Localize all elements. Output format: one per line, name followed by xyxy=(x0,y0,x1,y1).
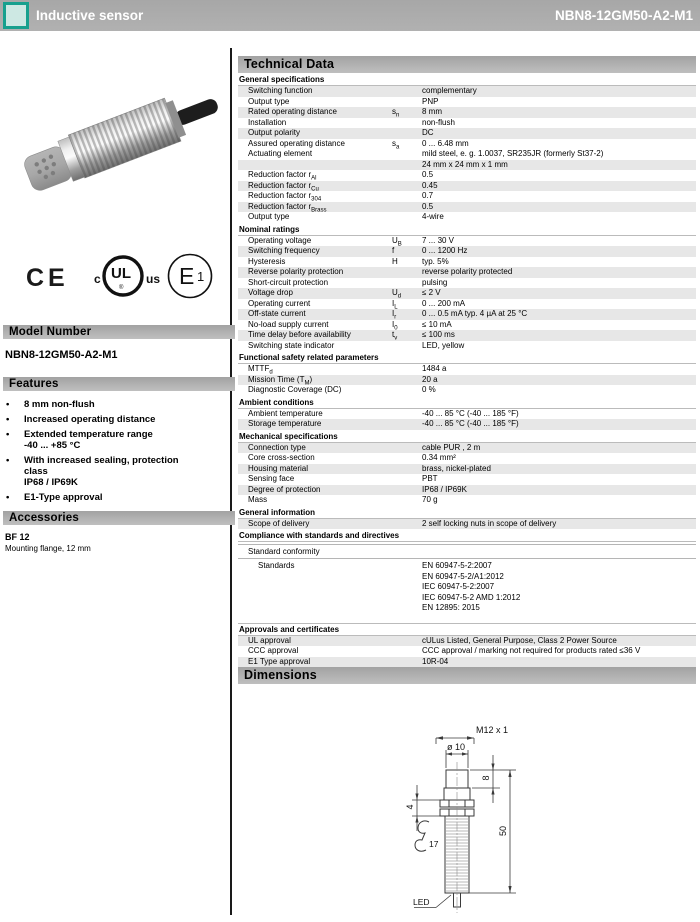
spec-value-line: typ. 5% xyxy=(422,256,449,266)
feature-item xyxy=(6,492,226,503)
feature-item xyxy=(6,414,226,425)
spec-symbol xyxy=(392,464,422,475)
dimensions-section xyxy=(238,667,696,922)
spec-symbol xyxy=(392,375,422,386)
spec-label: Output polarity xyxy=(248,128,301,137)
spec-value-line: pulsing xyxy=(422,277,448,287)
spec-section-header: Nominal ratings xyxy=(238,224,696,236)
spec-value-line: 0.7 xyxy=(422,191,434,200)
feature-line: Increased operating distance xyxy=(24,414,156,425)
bullet-icon: • xyxy=(6,455,10,466)
spec-symbol xyxy=(392,657,422,668)
spec-row xyxy=(238,495,696,506)
spec-value xyxy=(422,495,696,506)
spec-value-line: 7 ... 30 V xyxy=(422,235,455,245)
spec-value-line: PBT xyxy=(422,474,438,483)
spec-value-line: 0 % xyxy=(422,385,436,394)
diameter-label: ø 10 xyxy=(447,742,466,752)
spec-symbol xyxy=(392,202,422,213)
spec-label: Switching function xyxy=(248,86,313,95)
spec-symbol xyxy=(392,212,422,223)
spec-value xyxy=(422,107,696,118)
spec-symbol xyxy=(392,419,422,430)
spec-symbol xyxy=(392,561,422,614)
spec-symbol: $I_r$ xyxy=(392,309,397,321)
spec-label: Sensing face xyxy=(248,474,295,483)
spec-label: Short-circuit protection xyxy=(248,277,329,287)
spec-label: Voltage drop xyxy=(248,288,293,297)
spec-section-header: General specifications xyxy=(238,74,696,86)
thread-size-label: M12 x 1 xyxy=(476,725,509,735)
spec-symbol xyxy=(392,191,422,202)
dimensions-section-title: Dimensions xyxy=(238,667,696,684)
product-type-title: Inductive sensor xyxy=(36,8,144,23)
spec-symbol xyxy=(392,495,422,506)
feature-line: E1-Type approval xyxy=(24,492,103,503)
spec-label: Connection type xyxy=(248,442,306,452)
spec-value-line: -40 ... 85 °C (-40 ... 185 °F) xyxy=(422,419,519,428)
bullet-icon: • xyxy=(6,429,10,440)
accessory-description: Mounting flange, 12 mm xyxy=(5,544,91,553)
dim-50-label: 50 xyxy=(498,825,508,837)
feature-line: Extended temperature range xyxy=(24,429,153,440)
spec-row xyxy=(238,97,696,108)
spec-label: Mission Time $(T_M)$ xyxy=(248,374,313,387)
spec-row xyxy=(238,409,696,420)
spec-symbol xyxy=(392,646,422,657)
spec-symbol: $t_v$ xyxy=(392,330,398,342)
spec-section-header: Compliance with standards and directives xyxy=(238,530,696,542)
spec-section-header: Mechanical specifications xyxy=(238,431,696,443)
svg-text:®: ® xyxy=(119,285,124,291)
spec-value-line: PNP xyxy=(422,96,439,106)
spec-subheader-row: Standard conformity xyxy=(238,544,696,559)
spec-value-line: 0 ... 6.48 mm xyxy=(422,138,469,148)
spec-label: Operating current xyxy=(248,298,311,308)
spec-value-line: 0 ... 1200 Hz xyxy=(422,246,468,255)
spec-value-line: 0.5 xyxy=(422,201,434,211)
spec-section-header: Approvals and certificates xyxy=(238,623,696,636)
spec-row xyxy=(238,485,696,496)
spec-row xyxy=(238,474,696,485)
svg-text:E: E xyxy=(179,263,195,289)
feature-text xyxy=(24,492,103,503)
wrench-size-label: 17 xyxy=(429,839,439,849)
spec-value-line: 0 ... 0.5 mA typ. 4 µA at 25 °C xyxy=(422,309,528,318)
spec-value-line: 70 g xyxy=(422,495,438,504)
spec-symbol xyxy=(392,181,422,192)
spec-value-line: DC xyxy=(422,128,434,137)
spec-label: Reduction factor $r_{Al}$ xyxy=(248,170,317,182)
spec-label: Scope of delivery xyxy=(248,518,310,528)
spec-row xyxy=(238,646,696,657)
spec-symbol xyxy=(392,278,422,289)
spec-symbol: $I_L$ xyxy=(392,298,398,311)
spec-row xyxy=(238,299,696,310)
spec-row xyxy=(238,118,696,129)
spec-row xyxy=(238,375,696,386)
spec-value-line: complementary xyxy=(422,86,477,95)
spec-value-line: 0.5 xyxy=(422,170,434,179)
spec-label: Off-state current xyxy=(248,309,306,318)
spec-value-line: 0.34 mm² xyxy=(422,453,456,462)
spec-row xyxy=(238,309,696,320)
spec-value-line: IEC 60947-5-2:2007 xyxy=(422,582,495,591)
spec-row xyxy=(238,330,696,341)
dim-4-label: 4 xyxy=(405,804,415,810)
spec-value xyxy=(422,646,696,657)
spec-row xyxy=(238,181,696,192)
sidebar xyxy=(0,31,230,915)
spec-value-line: IEC 60947-5-2 AMD 1:2012 xyxy=(422,592,521,602)
spec-value xyxy=(422,288,696,299)
svg-text:us: us xyxy=(146,272,161,286)
spec-label: Degree of protection xyxy=(248,484,321,494)
spec-row xyxy=(238,636,696,647)
svg-text:1: 1 xyxy=(197,269,205,284)
drawing-arrowheads xyxy=(415,736,511,893)
spec-label: Rated operating distance xyxy=(248,107,337,116)
spec-symbol xyxy=(392,149,422,160)
feature-item xyxy=(6,455,226,488)
spec-value xyxy=(422,170,696,181)
spec-value xyxy=(422,385,696,396)
model-number-section-title: Model Number xyxy=(3,325,235,339)
spec-symbol xyxy=(392,409,422,420)
spec-value-line: non-flush xyxy=(422,117,455,127)
spec-value xyxy=(422,246,696,257)
svg-text:c: c xyxy=(94,272,101,286)
header-model-number: NBN8-12GM50-A2-M1 xyxy=(554,8,693,23)
spec-label: UL approval xyxy=(248,635,291,645)
spec-value-line: 2 self locking nuts in scope of delivery xyxy=(422,518,557,528)
spec-symbol xyxy=(392,128,422,139)
spec-row xyxy=(238,364,696,375)
spec-row xyxy=(238,236,696,247)
spec-value-line: 20 a xyxy=(422,374,438,384)
technical-data-section-title: Technical Data xyxy=(238,56,696,73)
spec-value-line: 0.45 xyxy=(422,180,438,190)
spec-value xyxy=(422,375,696,386)
spec-label: Switching frequency xyxy=(248,246,320,255)
ce-mark-icon: CE xyxy=(26,264,69,292)
spec-symbol xyxy=(392,485,422,496)
spec-symbol xyxy=(392,385,422,396)
spec-row xyxy=(238,202,696,213)
spec-label: No-load supply current xyxy=(248,319,329,329)
spec-value xyxy=(422,139,696,150)
spec-value-line: IP68 / IP69K xyxy=(422,484,467,494)
led-leader-line xyxy=(436,895,451,908)
spec-row xyxy=(238,139,696,150)
spec-value-line: 1484 a xyxy=(422,364,447,373)
dimension-drawing xyxy=(388,710,688,922)
spec-value xyxy=(422,202,696,213)
spec-value-line: 24 mm x 24 mm x 1 mm xyxy=(422,159,508,169)
spec-symbol: $I_0$ xyxy=(392,319,398,332)
spec-value-line: EN 60947-5-2/A1:2012 xyxy=(422,571,504,581)
spec-row xyxy=(238,212,696,223)
spec-symbol: $U_B$ xyxy=(392,235,402,248)
spec-label: Storage temperature xyxy=(248,419,322,428)
spec-label: Standards xyxy=(258,561,295,570)
spec-value xyxy=(422,364,696,375)
spec-value-line: 8 mm xyxy=(422,107,442,116)
spec-value xyxy=(422,409,696,420)
spec-section-header: Ambient conditions xyxy=(238,397,696,409)
spec-symbol xyxy=(392,636,422,647)
spec-label: Operating voltage xyxy=(248,235,312,245)
spec-value-line: ≤ 10 mA xyxy=(422,319,452,329)
spec-section-header: Functional safety related parameters xyxy=(238,352,696,364)
spec-section-header: General information xyxy=(238,507,696,519)
spec-row xyxy=(238,385,696,396)
spec-row xyxy=(238,278,696,289)
approval-logos xyxy=(18,250,218,302)
spec-row xyxy=(238,257,696,268)
column-divider xyxy=(230,48,232,915)
spec-value xyxy=(422,191,696,202)
spec-value-line: 0 ... 200 mA xyxy=(422,298,466,308)
spec-label: Reverse polarity protection xyxy=(248,267,344,276)
spec-label: Reduction factor $r_{304}$ xyxy=(248,191,322,203)
spec-symbol xyxy=(392,364,422,375)
spec-value xyxy=(422,97,696,108)
bullet-icon: • xyxy=(6,414,10,425)
spec-value-line: ≤ 2 V xyxy=(422,288,441,297)
spec-value xyxy=(422,236,696,247)
led-label: LED xyxy=(413,897,430,907)
spec-symbol: $s_n$ xyxy=(392,107,400,119)
spec-value xyxy=(422,320,696,331)
spec-label xyxy=(248,160,392,171)
feature-line: With increased sealing, protection xyxy=(24,455,179,466)
spec-value-line: reverse polarity protected xyxy=(422,267,513,276)
dim-8-label: 8 xyxy=(481,775,491,781)
accessories-section-title: Accessories xyxy=(3,511,235,525)
spec-value xyxy=(422,474,696,485)
feature-text xyxy=(24,414,155,425)
spec-value xyxy=(422,278,696,289)
spec-value xyxy=(422,86,696,97)
spec-symbol xyxy=(392,443,422,454)
spec-row xyxy=(238,464,696,475)
feature-item xyxy=(6,429,226,451)
spec-value xyxy=(422,453,696,464)
spec-label: Installation xyxy=(248,117,287,127)
spec-value xyxy=(422,657,696,668)
svg-text:UL: UL xyxy=(111,265,131,282)
cul-us-mark-icon xyxy=(94,257,160,295)
spec-label: Reduction factor $r_{Cu}$ xyxy=(248,180,319,193)
spec-label: Housing material xyxy=(248,463,309,473)
spec-label: Mass xyxy=(248,495,268,504)
spec-symbol xyxy=(392,170,422,181)
spec-value xyxy=(422,212,696,223)
spec-label: $MTTF_d$ xyxy=(248,364,273,376)
spec-symbol: $U_d$ xyxy=(392,288,402,300)
spec-symbol xyxy=(392,341,422,352)
spec-label: Output type xyxy=(248,96,290,106)
feature-line: 8 mm non-flush xyxy=(24,399,95,410)
spec-value-line: cULus Listed, General Purpose, Class 2 Power Source xyxy=(422,635,617,645)
spec-value xyxy=(422,267,696,278)
spec-label: Actuating element xyxy=(248,149,313,158)
spec-label: Switching state indicator xyxy=(248,340,335,350)
feature-line: class xyxy=(24,466,48,477)
spec-row xyxy=(238,657,696,668)
spec-value xyxy=(422,149,696,160)
technical-data-table xyxy=(238,74,696,667)
e1-type-approval-icon xyxy=(169,255,212,298)
accessory-name: BF 12 xyxy=(5,532,30,542)
spec-value xyxy=(422,330,696,341)
features-list xyxy=(6,399,226,507)
spec-symbol xyxy=(392,267,422,278)
spec-symbol xyxy=(392,453,422,464)
feature-line: IP68 / IP69K xyxy=(24,477,78,488)
spec-label: Core cross-section xyxy=(248,453,315,462)
spec-value xyxy=(422,636,696,647)
spec-row xyxy=(238,453,696,464)
spec-value-line: EN 12895: 2015 xyxy=(422,603,480,612)
bullet-icon: • xyxy=(6,399,10,410)
spec-value-line: 4-wire xyxy=(422,212,444,221)
spec-value xyxy=(422,128,696,139)
spec-row xyxy=(238,288,696,299)
spec-symbol xyxy=(392,519,422,530)
spec-symbol xyxy=(392,118,422,129)
spec-label: Reduction factor $r_{Brass}$ xyxy=(248,201,327,214)
spec-value-line: cable PUR , 2 m xyxy=(422,442,481,452)
spec-symbol: H xyxy=(392,256,398,266)
spec-value-line: -40 ... 85 °C (-40 ... 185 °F) xyxy=(422,408,519,418)
spec-label: Diagnostic Coverage (DC) xyxy=(248,385,342,394)
spec-value-line: LED, yellow xyxy=(422,340,465,350)
spec-value xyxy=(422,181,696,192)
product-photo xyxy=(8,45,223,195)
features-section-title: Features xyxy=(3,377,235,391)
spec-value-line: brass, nickel-plated xyxy=(422,463,491,473)
spec-symbol: f xyxy=(392,246,395,255)
spec-symbol xyxy=(392,160,422,171)
spec-label: Ambient temperature xyxy=(248,408,323,418)
spec-row xyxy=(238,341,696,352)
spec-value-line: ≤ 100 ms xyxy=(422,330,455,339)
spec-value xyxy=(422,309,696,320)
spec-symbol xyxy=(392,474,422,485)
spec-value-line: CCC approval / marking not required for products rated ≤36 V xyxy=(422,646,641,655)
spec-label: Time delay before availability xyxy=(248,330,351,339)
feature-item xyxy=(6,399,226,410)
spec-symbol xyxy=(392,86,422,97)
spec-label: Assured operating distance xyxy=(248,138,345,148)
spec-value xyxy=(422,561,696,614)
spec-row xyxy=(238,443,696,454)
spec-row xyxy=(238,267,696,278)
spec-row xyxy=(238,149,696,160)
spec-value xyxy=(422,443,696,454)
spec-value xyxy=(422,519,696,530)
spec-row xyxy=(238,160,696,171)
spec-row xyxy=(238,419,696,430)
main-content xyxy=(238,56,696,922)
spec-label: Output type xyxy=(248,212,290,221)
spec-row xyxy=(238,191,696,202)
spec-value xyxy=(422,464,696,475)
spec-symbol xyxy=(392,97,422,108)
model-number-value: NBN8-12GM50-A2-M1 xyxy=(5,349,118,361)
spec-value-line: mild steel, e. g. 1.0037, SR235JR (formerly St37-2) xyxy=(422,149,604,158)
spec-row xyxy=(238,519,696,530)
spec-value xyxy=(422,485,696,496)
feature-line: -40 ... +85 °C xyxy=(24,440,81,451)
spec-label: Hysteresis xyxy=(248,256,286,266)
spec-row xyxy=(238,320,696,331)
spec-value xyxy=(422,257,696,268)
spec-value xyxy=(422,118,696,129)
spec-label: E1 Type approval xyxy=(248,656,311,666)
spec-row xyxy=(238,246,696,257)
spec-value xyxy=(422,341,696,352)
spec-row xyxy=(238,107,696,118)
brand-logo-icon xyxy=(3,2,29,29)
feature-text xyxy=(24,455,179,488)
spec-value xyxy=(422,160,696,171)
spec-symbol: $s_a$ xyxy=(392,138,400,151)
feature-text xyxy=(24,399,95,410)
spec-value xyxy=(422,419,696,430)
spec-label: CCC approval xyxy=(248,646,299,655)
spec-row xyxy=(238,128,696,139)
spec-value-line: EN 60947-5-2:2007 xyxy=(422,561,492,570)
spec-row xyxy=(238,86,696,97)
feature-text xyxy=(24,429,153,451)
spec-row xyxy=(238,561,696,614)
spec-row xyxy=(238,170,696,181)
bullet-icon: • xyxy=(6,492,10,503)
spec-value xyxy=(422,299,696,310)
spec-value-line: 10R-04 xyxy=(422,656,449,666)
page-header-bar xyxy=(0,0,700,31)
